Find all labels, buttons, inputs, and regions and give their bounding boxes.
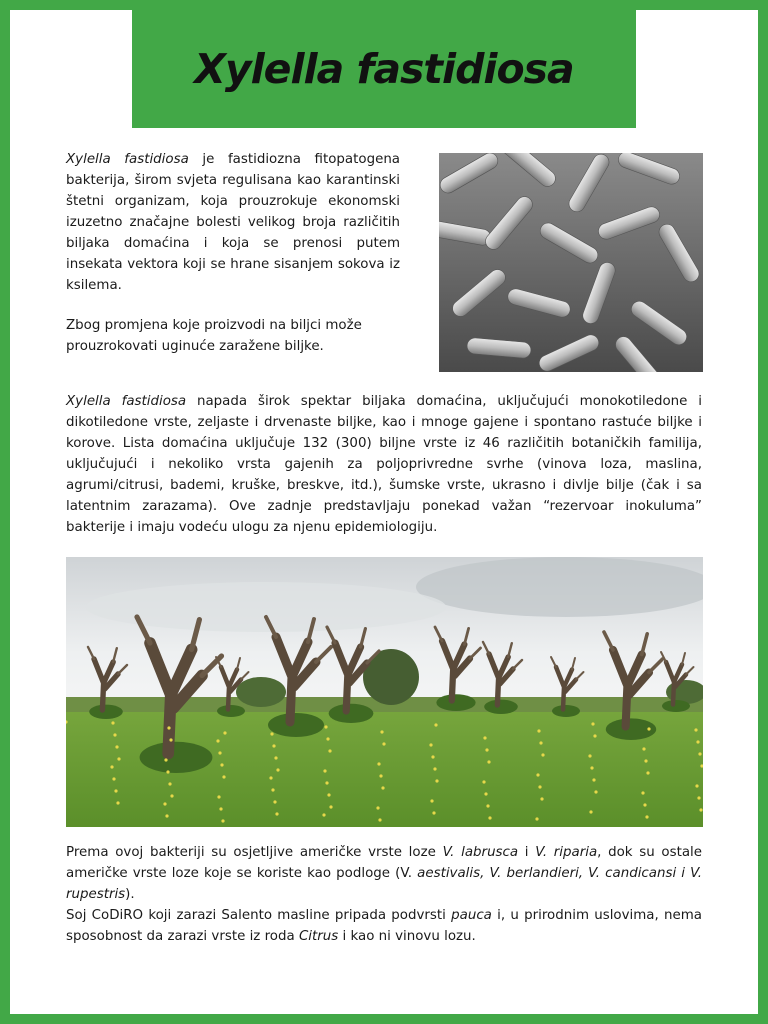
flower-dot	[164, 758, 167, 761]
flower-dot	[434, 723, 437, 726]
page	[10, 10, 758, 1014]
flower-dot	[699, 808, 702, 811]
flower-dot	[646, 771, 649, 774]
bacteria-micrograph	[439, 153, 703, 372]
flower-dot	[219, 807, 222, 810]
flower-dot	[431, 755, 434, 758]
flower-dot	[378, 818, 381, 821]
flower-dot	[483, 736, 486, 739]
flower-dot	[589, 810, 592, 813]
flower-dot	[588, 754, 591, 757]
flower-dot	[115, 745, 118, 748]
flower-dot	[169, 738, 172, 741]
flower-dot	[163, 802, 166, 805]
flower-dot	[111, 721, 114, 724]
flower-dot	[270, 732, 273, 735]
flower-dot	[110, 765, 113, 768]
flower-dot	[382, 742, 385, 745]
flower-dot	[641, 791, 644, 794]
flower-dot	[220, 763, 223, 766]
flower-dot	[376, 806, 379, 809]
flower-dot	[276, 768, 279, 771]
flower-dot	[114, 789, 117, 792]
flower-dot	[433, 767, 436, 770]
flower-dot	[645, 815, 648, 818]
flower-dot	[269, 776, 272, 779]
flower-dot	[275, 812, 278, 815]
flower-dot	[381, 786, 384, 789]
flower-dot	[540, 797, 543, 800]
flower-dot	[696, 740, 699, 743]
flower-dot	[222, 775, 225, 778]
flower-dot	[274, 756, 277, 759]
flower-dot	[537, 729, 540, 732]
flower-dot	[487, 760, 490, 763]
flower-dot	[165, 814, 168, 817]
olive-grove-photo	[66, 557, 703, 827]
flower-dot	[435, 779, 438, 782]
flower-dot	[216, 739, 219, 742]
intro-text: je fastidiozna fitopatogena bakterija, širom svjeta regulisana kao karantinski štetni organizam, koja prouzrokuje ekonomski izuzetno značajne bolesti velikog broja različitih biljaka domaćina i koja se prenosi putem insekata vektora koji se hrane sisanjem sokova iz ksilema.	[66, 152, 401, 293]
flower-dot	[642, 747, 645, 750]
flower-dot	[482, 780, 485, 783]
flower-dot	[644, 759, 647, 762]
flower-dot	[116, 801, 119, 804]
host-range-text: napada širok spektar biljaka domaćina, uključujući monokotiledone i dikotiledone vrste, zeljaste i drvenaste biljke, kao i mnoge gajene i spontano rastuće biljke i korove. Lista domaćina uključuje 132 (300) biljne vrste iz 46 različitih botaničkih familija, uključujući i nekoliko vrsta gajenih za poljoprivredne svrhe (vinova loza, maslina, agrumi/citrusi, bademi, kruške, breskve, itd.), šumske vrste, ukrasno i divlje bilje (čak i sa latentnim zarazama). Ove zadnje predstavljaju ponekad važan “rezervoar inokuluma” bakterije i imaju vodeću ulogu za njenu epidemiologiju.	[66, 394, 702, 535]
species-name: Xylella fastidiosa	[66, 394, 187, 409]
flower-dot	[488, 816, 491, 819]
flower-dot	[170, 794, 173, 797]
flower-dot	[594, 790, 597, 793]
flower-dot	[694, 728, 697, 731]
flower-dot	[221, 819, 224, 822]
flower-dot	[217, 795, 220, 798]
flower-dot	[273, 800, 276, 803]
flower-dot	[536, 773, 539, 776]
flower-dot	[432, 811, 435, 814]
flower-dot	[697, 796, 700, 799]
flower-dot	[325, 781, 328, 784]
flower-dot	[112, 777, 115, 780]
flower-dot	[218, 751, 221, 754]
flower-dot	[698, 752, 701, 755]
flower-dot	[168, 782, 171, 785]
flower-dot	[329, 805, 332, 808]
flower-dot	[484, 792, 487, 795]
flower-dot	[486, 804, 489, 807]
flower-dot	[591, 722, 594, 725]
codiro-strain-paragraph: Soj CoDiRO koji zarazi Salento masline pripada podvrsti pauca i, u prirodnim uslovima, nema sposobnost da zarazi vrste iz roda Citrus i kao ni vinovu lozu.	[66, 908, 702, 944]
flower-dot	[323, 769, 326, 772]
flower-dot	[647, 727, 650, 730]
flower-dot	[322, 813, 325, 816]
flower-dot	[539, 741, 542, 744]
flower-dot	[485, 748, 488, 751]
flower-dot	[271, 788, 274, 791]
flower-dot	[379, 774, 382, 777]
flower-dot	[643, 803, 646, 806]
flower-dot	[538, 785, 541, 788]
flower-dot	[327, 793, 330, 796]
flower-dot	[113, 733, 116, 736]
flower-dot	[326, 737, 329, 740]
flower-dot	[592, 778, 595, 781]
flower-dot	[117, 757, 120, 760]
flower-dot	[590, 766, 593, 769]
flower-dot	[272, 744, 275, 747]
flower-dot	[166, 770, 169, 773]
title-banner	[132, 10, 636, 128]
flower-dot	[328, 749, 331, 752]
flower-dot	[593, 734, 596, 737]
consequence-paragraph: Zbog promjena koje proizvodi na biljci može prouzrokovati uginuće zaražene biljke.	[66, 318, 362, 354]
species-name: Xylella fastidiosa	[66, 152, 189, 167]
flower-dot	[541, 753, 544, 756]
flower-dot	[324, 725, 327, 728]
flower-dot	[167, 726, 170, 729]
flower-dot	[377, 762, 380, 765]
host-range-paragraph	[66, 391, 702, 538]
intro-paragraph	[66, 149, 400, 296]
flower-dot	[223, 731, 226, 734]
flower-dot	[430, 799, 433, 802]
flower-dot	[535, 817, 538, 820]
page-title: Xylella fastidiosa	[194, 45, 574, 93]
flower-dot	[429, 743, 432, 746]
closing-paragraphs	[66, 842, 702, 947]
flower-dot	[695, 784, 698, 787]
susceptible-species-paragraph: Prema ovoj bakteriji su osjetljive američke vrste loze V. labrusca i V. riparia, dok su ostale američke vrste loze koje se koriste kao podloge (V. aestivalis, V. berlandieri, V. candicansi i V. rupestris).	[66, 845, 703, 902]
flower-dot	[380, 730, 383, 733]
